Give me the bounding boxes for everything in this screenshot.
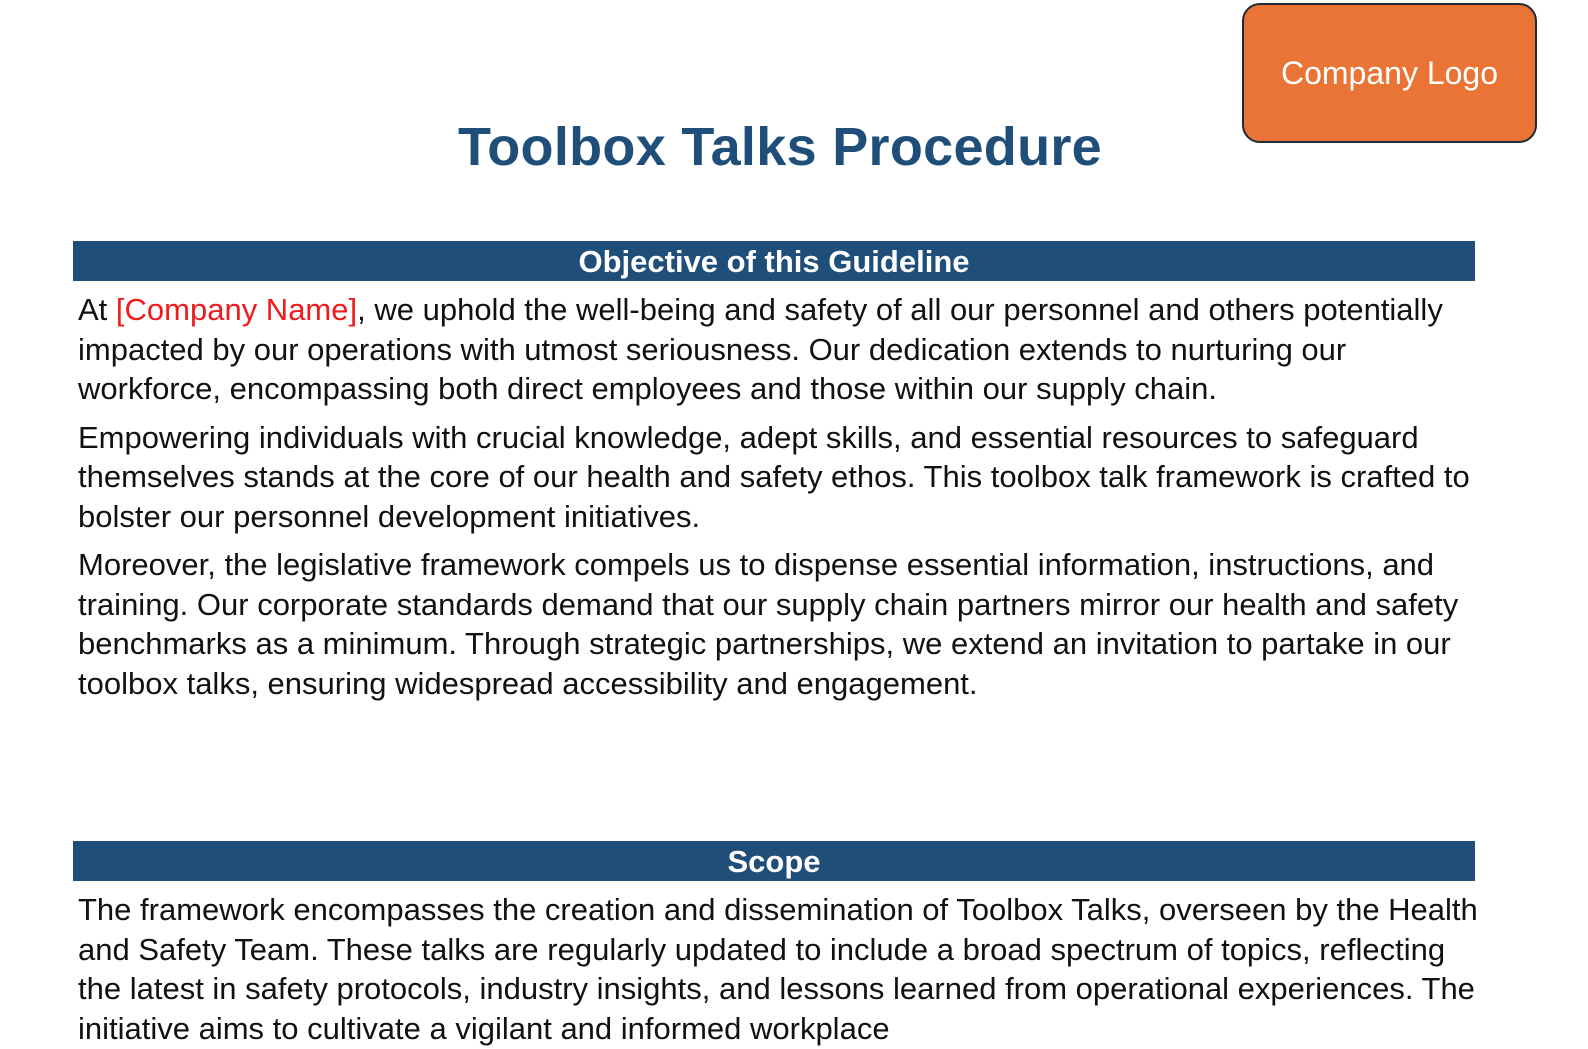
section-body-objective <box>78 290 1478 712</box>
objective-paragraph-2: Empowering individuals with crucial knowledge, adept skills, and essential resources to safeguard themselves stands at the core of our health and safety ethos. This toolbox talk framework is crafted to bolster our personnel development initiatives. <box>78 419 1470 534</box>
section-header-scope: Scope <box>73 841 1475 881</box>
paragraph-rest: , we uphold the well-being and safety of all our personnel and others potentially impacted by our operations with utmost seriousness. Our dedication extends to nurturing our workforce, encompassing both direct employees and those within our supply chain. <box>78 292 1443 406</box>
paragraph-prefix: At <box>78 292 116 327</box>
objective-paragraph-1 <box>78 290 1478 409</box>
page-title: Toolbox Talks Procedure <box>457 117 1103 177</box>
company-name-placeholder: [Company Name] <box>115 292 358 327</box>
company-logo-label: Company Logo <box>1280 54 1499 91</box>
section-header-objective: Objective of this Guideline <box>73 241 1475 281</box>
section-body-scope <box>78 890 1478 1049</box>
objective-paragraph-3: Moreover, the legislative framework compels us to dispense essential information, instructions, and training. Our corporate standards demand that our supply chain partners mirror our health and safety benchmarks as a minimum. Through strategic partnerships, we extend an invitation to partake in our toolbox talks, ensuring widespread accessibility and engagement. <box>78 547 1459 701</box>
scope-paragraph-1: The framework encompasses the creation and dissemination of Toolbox Talks, overseen by the Health and Safety Team. These talks are regularly updated to include a broad spectrum of topics, reflecting the latest in safety protocols, industry insights, and lessons learned from operational experiences. The initiative aims to cultivate a vigilant and informed workplace <box>78 892 1478 1046</box>
